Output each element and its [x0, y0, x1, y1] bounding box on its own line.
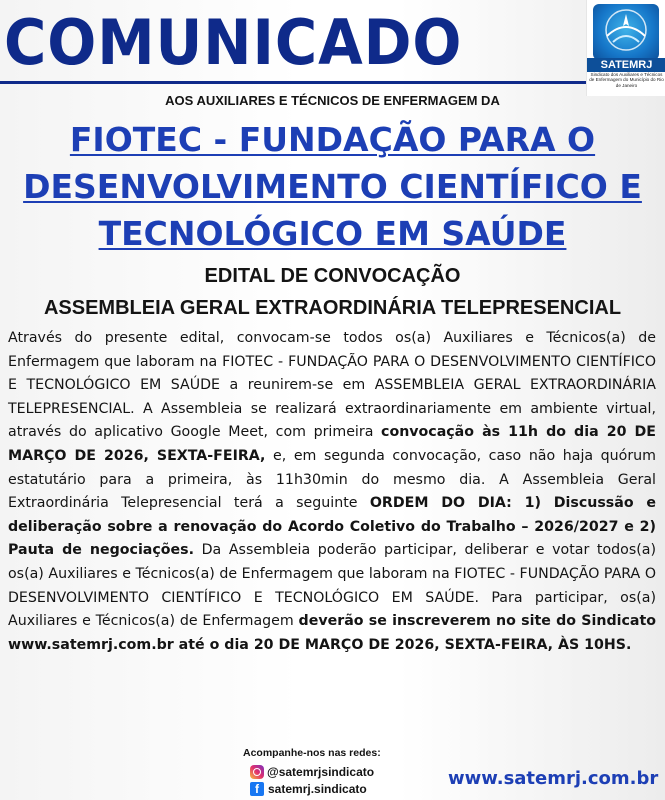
body-bold-date: convocação às 11h do dia 20 DE MARÇO DE 2026, SEXTA-FEIRA, [8, 424, 656, 464]
assembleia-title: ASSEMBLEIA GERAL EXTRAORDINÁRIA TELEPRESENCIAL [43, 297, 622, 319]
satemrj-logo [586, 0, 665, 96]
facebook-handle: satemrj.sindicato [268, 782, 367, 796]
facebook-link[interactable] [250, 781, 367, 797]
logo-emblem-icon [593, 4, 659, 60]
body-text-part-3: Da Assembleia poderão participar, deliberar e votar todos(a) os(a) Auxiliares e Técnicos(a) de Enfermagem que laboram na FIOTEC - FUNDAÇÃO PARA O DESENVOLVIMENTO CIENTÍFICO E TECNOLÓGICO EM SAÚDE. Para participar, os(a) Auxiliares e Técnicos(a) de Enfermagem [8, 542, 656, 630]
website-link[interactable]: www.satemrj.com.br [448, 768, 659, 789]
logo-name: SATEMRJ [587, 58, 665, 72]
edital-title: EDITAL DE CONVOCAÇÃO [204, 265, 461, 287]
body-bold-registration: deverão se inscreverem no site do Sindicato www.satemrj.com.br até o dia 20 DE MARÇO DE 2026, SEXTA-FEIRA, ÀS 10HS. [8, 613, 657, 653]
logo-description: Sindicato dos Auxiliares e Técnicos de Enfermagem do Município do Rio de Janeiro [589, 72, 664, 88]
body-text-part-1: Através do presente edital, convocam-se todos os(a) Auxiliares e Técnicos(a) de Enfermagem que laboram na FIOTEC - FUNDAÇÃO PARA O DESENVOLVIMENTO CIENTÍFICO E TECNOLÓGICO EM SAÚDE a reunirem-se em ASSEMBLEIA GERAL EXTRAORDINÁRIA TELEPRESENCIAL. A Assembleia se realizará extraordinariamente em ambiente virtual, através do aplicativo Google Meet, com primeira [8, 330, 656, 441]
subheading: AOS AUXILIARES E TÉCNICOS DE ENFERMAGEM DA [165, 93, 500, 108]
page-title: COMUNICADO [4, 6, 463, 79]
header [0, 0, 665, 84]
body-bold-agenda: ORDEM DO DIA: 1) Discussão e deliberação sobre a renovação do Acordo Coletivo do Trabalho – 2026/2027 e 2) Pauta de negociações. [8, 495, 656, 559]
follow-label: Acompanhe-nos nas redes: [243, 747, 381, 759]
title-underline [0, 81, 586, 84]
convocation-text [8, 327, 656, 657]
body-text-part-2: e, em segunda convocação, caso não haja quórum estatutário para a primeira, às 11h30min do mesmo dia. A Assembleia Geral Extraordinária Telepresencial terá a seguinte [8, 447, 656, 512]
instagram-handle: @satemrjsindicato [267, 765, 375, 779]
instagram-icon [250, 765, 264, 779]
instagram-link[interactable] [250, 764, 374, 780]
organization-title: FIOTEC - FUNDAÇÃO PARA O DESENVOLVIMENTO CIENTÍFICO E TECNOLÓGICO EM SAÚDE [23, 120, 642, 253]
facebook-icon: f [250, 782, 264, 796]
